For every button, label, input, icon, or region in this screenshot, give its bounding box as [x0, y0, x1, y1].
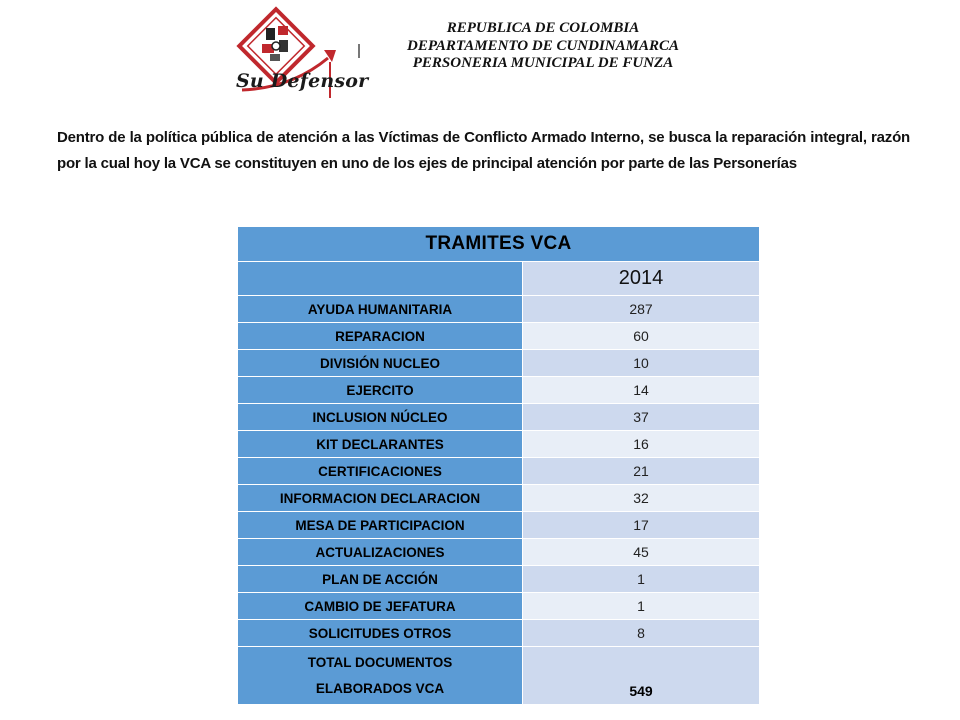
header-line-personeria: PERSONERIA MUNICIPAL DE FUNZA: [412, 55, 674, 71]
row-value: 14: [523, 377, 760, 404]
row-label: KIT DECLARANTES: [238, 431, 523, 458]
row-value: 60: [523, 323, 760, 350]
table-title-row: [238, 227, 760, 262]
row-value: 16: [523, 431, 760, 458]
row-value: 1: [523, 566, 760, 593]
logo-text: Su Defensor: [236, 70, 369, 92]
table-row: [238, 431, 760, 458]
row-label: AYUDA HUMANITARIA: [238, 296, 523, 323]
intro-paragraph: Dentro de la política pública de atención a las Víctimas de Conflicto Armado Interno, se busca la reparación integral, razón por la cual hoy la VCA se constituyen en uno de los ejes de principal atención por parte de las Personerías: [57, 129, 910, 172]
row-value: 21: [523, 458, 760, 485]
table-year-row: [238, 262, 760, 296]
total-label-line2: ELABORADOS VCA: [315, 680, 445, 696]
header-divider: [358, 44, 360, 58]
table-row: [238, 485, 760, 512]
table-row: [238, 566, 760, 593]
row-label: INCLUSION NÚCLEO: [238, 404, 523, 431]
row-value: 45: [523, 539, 760, 566]
row-label: EJERCITO: [238, 377, 523, 404]
row-label: REPARACION: [238, 323, 523, 350]
row-value: 1: [523, 593, 760, 620]
table-body: [238, 296, 760, 647]
row-label: INFORMACION DECLARACION: [238, 485, 523, 512]
row-label: PLAN DE ACCIÓN: [238, 566, 523, 593]
row-label: ACTUALIZACIONES: [238, 539, 523, 566]
year-header: 2014: [523, 262, 760, 296]
table-row: [238, 404, 760, 431]
row-label: MESA DE PARTICIPACION: [238, 512, 523, 539]
header-line-department: DEPARTAMENTO DE CUNDINAMARCA: [406, 37, 679, 54]
row-value: 32: [523, 485, 760, 512]
header-titles: [368, 20, 718, 73]
total-value: 549: [523, 647, 760, 705]
table-row: [238, 620, 760, 647]
table-row: [238, 458, 760, 485]
row-value: 8: [523, 620, 760, 647]
table-row: [238, 593, 760, 620]
total-label: [238, 647, 523, 705]
row-label: CERTIFICACIONES: [238, 458, 523, 485]
table-row: [238, 512, 760, 539]
row-value: 10: [523, 350, 760, 377]
table-row: [238, 539, 760, 566]
tramites-vca-table: [237, 226, 760, 705]
table-row: [238, 323, 760, 350]
row-value: 37: [523, 404, 760, 431]
table-row: [238, 350, 760, 377]
year-header-blank: [238, 262, 523, 296]
table-row: [238, 377, 760, 404]
row-label: DIVISIÓN NUCLEO: [238, 350, 523, 377]
header-line-republic: REPUBLICA DE COLOMBIA: [446, 20, 640, 36]
row-value: 17: [523, 512, 760, 539]
total-row: [238, 647, 760, 705]
total-label-line1: TOTAL DOCUMENTOS: [307, 654, 453, 670]
table-row: [238, 296, 760, 323]
table-title: TRAMITES VCA: [238, 227, 760, 262]
row-label: CAMBIO DE JEFATURA: [238, 593, 523, 620]
row-value: 287: [523, 296, 760, 323]
row-label: SOLICITUDES OTROS: [238, 620, 523, 647]
